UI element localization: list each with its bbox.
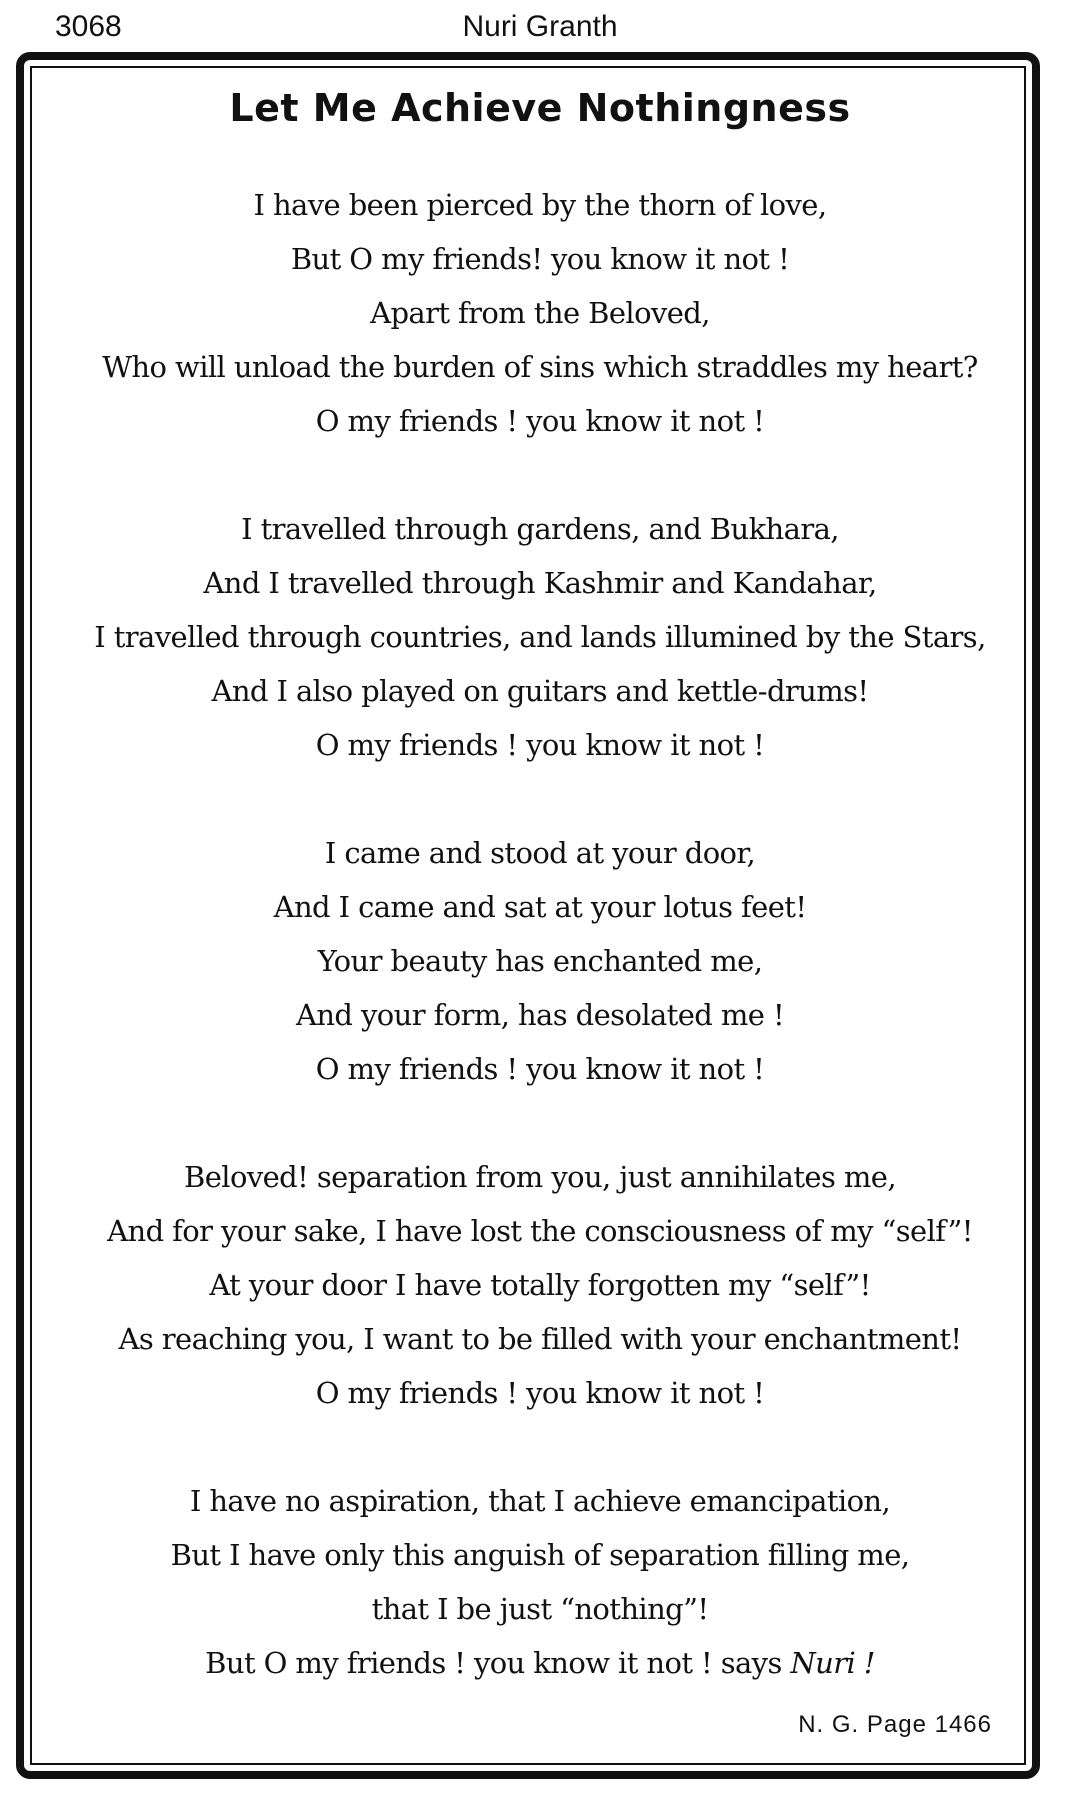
poem-line: And your form, has desolated me ! bbox=[295, 998, 785, 1032]
poem-line: that I be just “nothing”! bbox=[371, 1592, 709, 1626]
refrain-line: O my friends ! you know it not ! bbox=[315, 728, 765, 762]
poem-line: I have been pierced by the thorn of love, bbox=[253, 188, 827, 222]
poem-line: As reaching you, I want to be filled with your enchantment! bbox=[118, 1322, 962, 1356]
stanza-2 bbox=[50, 502, 1030, 772]
poet-signature: Nuri ! bbox=[790, 1646, 875, 1680]
poem-line: And I also played on guitars and kettle-drums! bbox=[211, 674, 869, 708]
refrain-line: O my friends ! you know it not ! bbox=[315, 1052, 765, 1086]
poem-line: Apart from the Beloved, bbox=[370, 296, 710, 330]
page-reference: N. G. Page 1466 bbox=[798, 1711, 992, 1738]
stanza-3 bbox=[50, 826, 1030, 1096]
poem-line: But O my friends! you know it not ! bbox=[290, 242, 790, 276]
refrain-line: O my friends ! you know it not ! bbox=[315, 1376, 765, 1410]
stanza-1 bbox=[50, 178, 1030, 448]
poem-line: I travelled through gardens, and Bukhara, bbox=[241, 512, 839, 546]
poem-line: At your door I have totally forgotten my “self”! bbox=[209, 1268, 871, 1302]
poem-line: I have no aspiration, that I achieve emancipation, bbox=[189, 1484, 891, 1518]
poem-line: And I travelled through Kashmir and Kandahar, bbox=[203, 566, 877, 600]
refrain-line: O my friends ! you know it not ! bbox=[315, 404, 765, 438]
stanza-4 bbox=[50, 1150, 1030, 1420]
poem-line: I travelled through countries, and lands illumined by the Stars, bbox=[94, 620, 986, 654]
poem-line: I came and stood at your door, bbox=[324, 836, 756, 870]
closing-line-text: But O my friends ! you know it not ! says bbox=[205, 1646, 791, 1680]
poem-line: But I have only this anguish of separation filling me, bbox=[170, 1538, 910, 1572]
poem-line: Beloved! separation from you, just annihilates me, bbox=[184, 1160, 896, 1194]
poem-line: Your beauty has enchanted me, bbox=[317, 944, 763, 978]
stanza-5 bbox=[50, 1474, 1030, 1690]
page-number: 3068 bbox=[55, 10, 122, 43]
poem-body bbox=[50, 178, 1030, 1690]
book-title: Nuri Granth bbox=[462, 10, 618, 43]
poem-line: Who will unload the burden of sins which straddles my heart? bbox=[102, 350, 978, 384]
closing-line bbox=[50, 1636, 1030, 1690]
poem-title: Let Me Achieve Nothingness bbox=[229, 86, 851, 130]
poem-line: And for your sake, I have lost the consciousness of my “self”! bbox=[107, 1214, 973, 1248]
running-head bbox=[0, 0, 1080, 50]
poem-line: And I came and sat at your lotus feet! bbox=[273, 890, 807, 924]
